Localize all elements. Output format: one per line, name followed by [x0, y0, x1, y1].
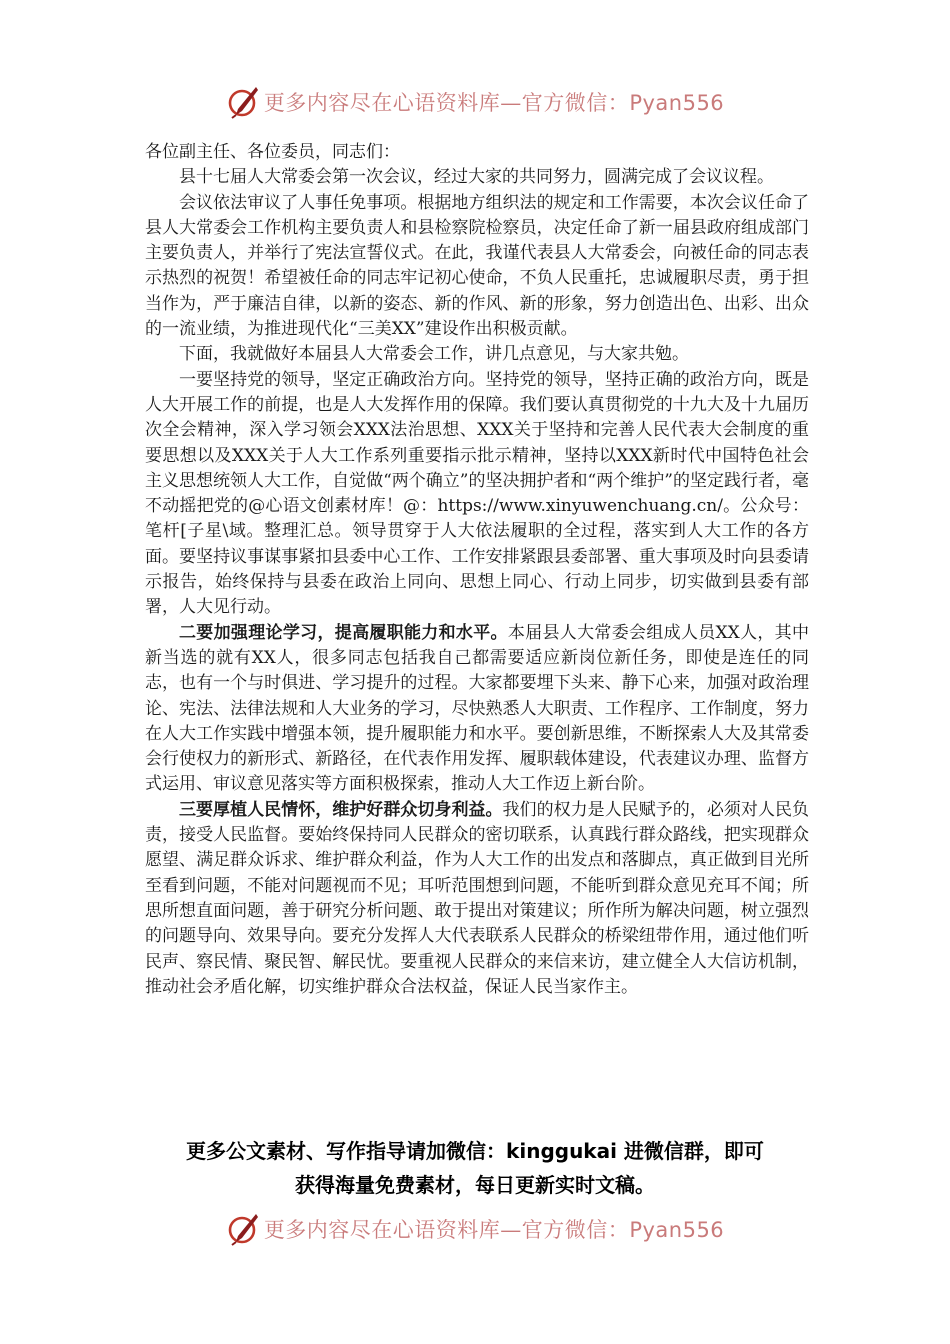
- point-three-body: 我们的权力是人民赋予的，必须对人民负责，接受人民监督。要始终保持同人民群众的密切联系，认真践行群众路线，把实现群众愿望、满足群众诉求、维护群众利益，作为人大工作的出发点和落脚点，真正做到目光所至看到问题，不能对问题视而不见；耳听范围想到问题，不能听到群众意见充耳不闻；所思所想直面问题，善于研究分析问题、敢于提出对策建议；所作所为解决问题，树立强烈的问题导向、效果导向。要充分发挥人大代表联系人民群众的桥梁纽带作用，通过他们听民声、察民情、聚民智、解民忧。要重视人民群众的来信来访，建立健全人大信访机制，推动社会矛盾化解，切实维护群众合法权益，保证人民当家作主。: [145, 799, 810, 997]
- document-body: [145, 140, 809, 1000]
- paragraph-point-one: 一要坚持党的领导，坚定正确政治方向。坚持党的领导，坚持正确的政治方向，既是人大开展工作的前提，也是人大发挥作用的保障。我们要认真贯彻党的十九大及十九届历次全会精神，深入学习领会XXX法治思想、XXX关于坚持和完善人民代表大会制度的重要思想以及XXX关于人大工作系列重要指示批示精神，坚持以XXX新时代中国特色社会主义思想统领人大工作，自觉做“两个确立”的坚决拥护者和“两个维护”的坚定践行者，毫不动摇把党的@心语文创素材库！@：https://www.xinyuwenchuang.cn/。公众号：笔杆[子星\域。整理汇总。领导贯穿于人大依法履职的全过程，落实到人大工作的各方面。要坚持议事谋事紧扣县委中心工作、工作安排紧跟县委部署、重大事项及时向县委请示报告，始终保持与县委在政治上同向、思想上同心、行动上同步，切实做到县委有部署，人大见行动。: [145, 369, 809, 618]
- paragraph-point-three: [145, 798, 809, 1000]
- footer-promo: [95, 1134, 855, 1202]
- banner-label: 更多内容尽在心语资料库—官方微信：Pyan556: [263, 91, 725, 115]
- point-two-heading: 二要加强理论学习，提高履职能力和水平。: [179, 622, 508, 643]
- banner-label: 更多内容尽在心语资料库—官方微信：Pyan556: [263, 1218, 725, 1242]
- point-two-body: 本届县人大常委会组成人员XX人，其中新当选的就有XX人，很多同志包括我自己都需要适应新岗位新任务，即使是连任的同志，也有一个与时俱进、学习提升的过程。大家都要埋下头来、静下心来，加强对政治理论、宪法、法律法规和人大业务的学习，尽快熟悉人大职责、工作程序、工作制度，努力在人大工作实践中增强本领，提升履职能力和水平。要创新思维，不断探索人大及其常委会行使权力的新形式、新路径，在代表作用发挥、履职载体建设，代表建议办理、监督方式运用、审议意见落实等方面积极探索，推动人大工作迈上新台阶。: [145, 622, 809, 795]
- footer-promo-line1: 更多公文素材、写作指导请加微信：kinggukai 进微信群，即可: [186, 1139, 764, 1163]
- footer-banner: [0, 1211, 950, 1247]
- salutation: 各位副主任、各位委员，同志们：: [145, 142, 400, 162]
- banner-wechat-id: Pyan556: [629, 91, 725, 115]
- paragraph-appointments: 会议依法审议了人事任免事项。根据地方组织法的规定和工作需要，本次会议任命了县人大常委会工作机构主要负责人和县检察院检察员，决定任命了新一届县政府组成部门主要负责人，并举行了宪法宣誓仪式。在此，我谨代表县人大常委会，向被任命的同志表示热烈的祝贺！希望被任命的同志牢记初心使命，不负人民重托，忠诚履职尽责，勇于担当作为，严于廉洁自律，以新的姿态、新的作风、新的形象，努力创造出色、出彩、出众的一流业绩，为推进现代化“三美XX”建设作出积极贡献。: [145, 192, 809, 340]
- header-banner: [0, 84, 950, 120]
- paragraph-intro-points: 下面，我就做好本届县人大常委会工作，讲几点意见，与大家共勉。: [179, 344, 689, 365]
- paragraph-opening: 县十七届人大常委会第一次会议，经过大家的共同努力，圆满完成了会议议程。: [179, 167, 774, 188]
- quill-pen-logo-icon: [226, 1212, 260, 1246]
- quill-pen-logo-icon: [226, 85, 260, 119]
- point-three-heading: 三要厚植人民情怀，维护好群众切身利益。: [179, 799, 503, 820]
- paragraph-point-two: [145, 621, 809, 798]
- banner-wechat-id: Pyan556: [629, 1218, 725, 1242]
- footer-promo-line2: 获得海量免费素材，每日更新实时文稿。: [295, 1173, 655, 1197]
